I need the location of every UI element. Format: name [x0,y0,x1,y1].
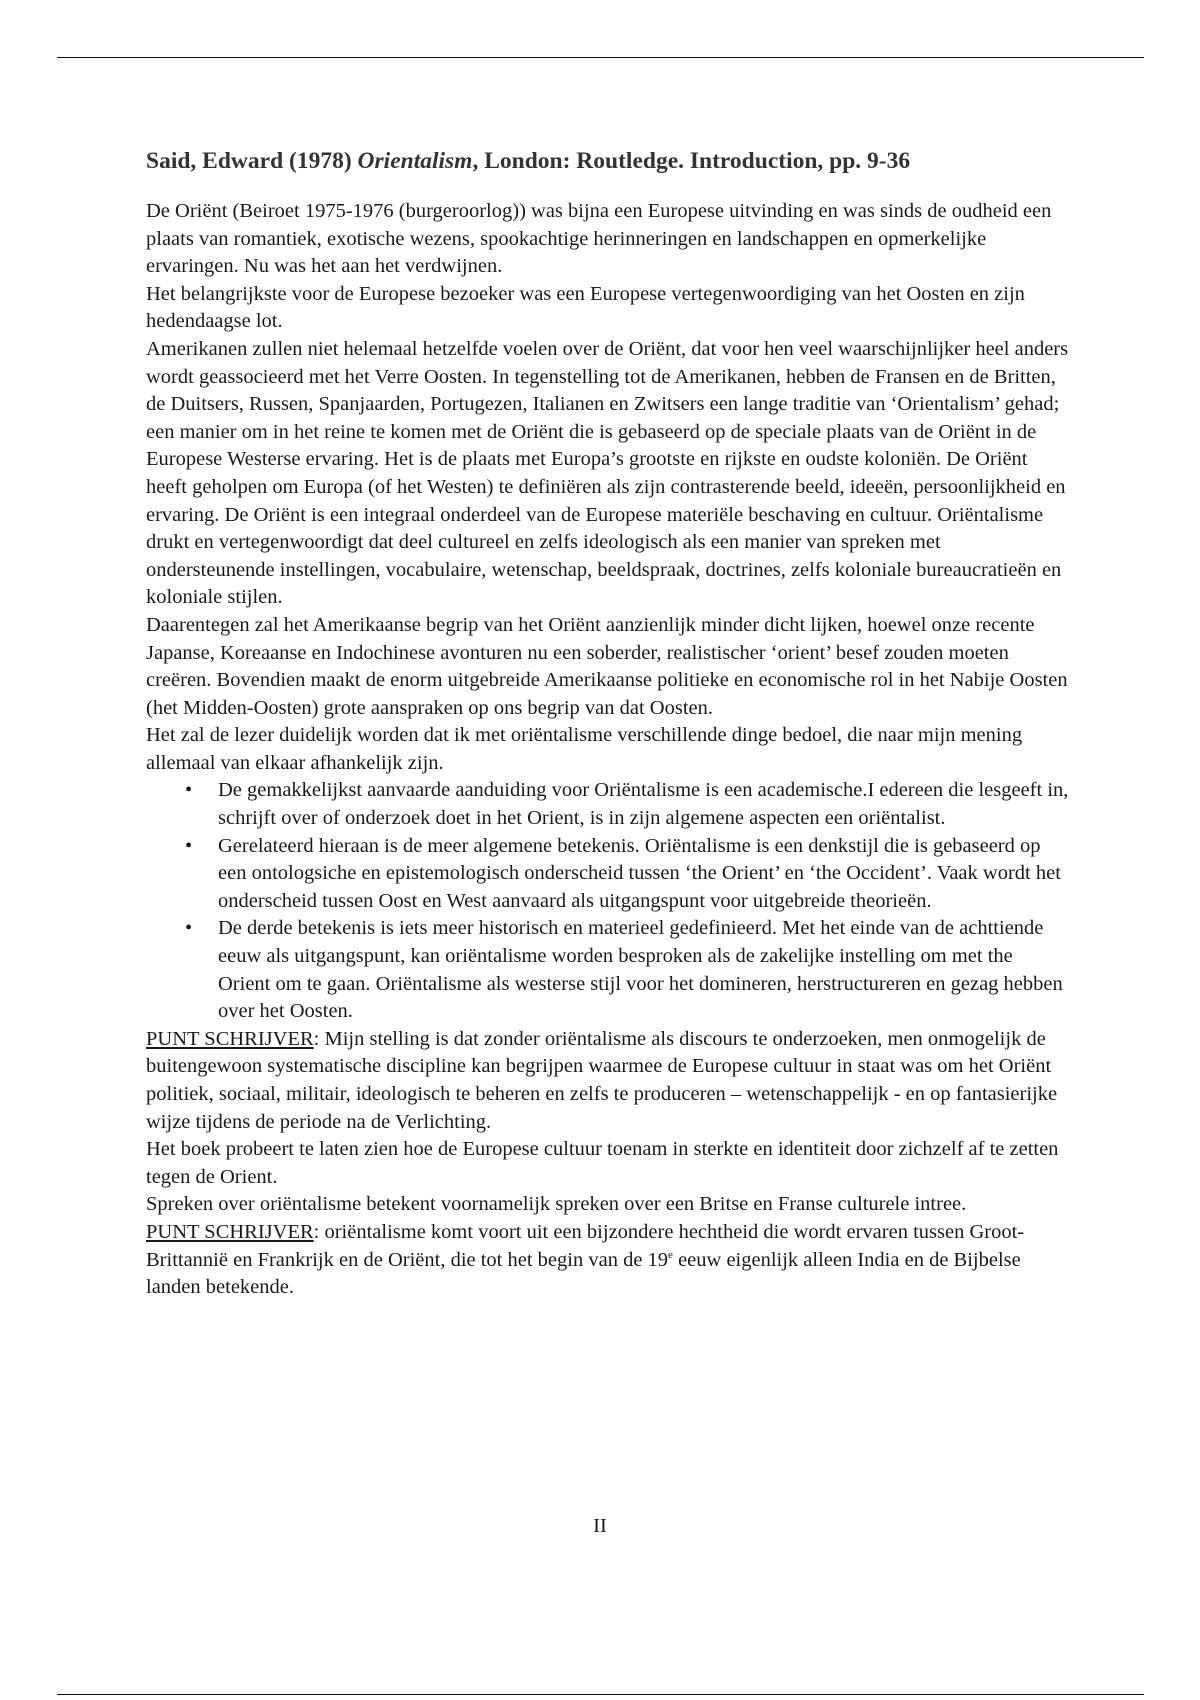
bullet-list [146,777,1070,1025]
paragraph-text: : oriëntalisme komt voort uit een bijzondere hechtheid die wordt ervaren tussen Groot-Brittannië en Frankrijk en de Oriënt, die tot het begin van de 19 [146,1220,1025,1271]
heading-title: Orientalism [357,148,473,174]
paragraph: Spreken over oriëntalisme betekent voornamelijk spreken over een Britse en Franse culturele intree. [146,1193,967,1216]
author-point-label: PUNT SCHRIJVER [146,1220,314,1243]
bottom-rule [57,1694,1144,1695]
heading-prefix: Said, Edward (1978) [146,148,358,174]
bullet-icon: • [185,779,193,802]
bullet-icon: • [185,917,193,940]
top-rule [57,57,1144,58]
paragraph: Het zal de lezer duidelijk worden dat ik met oriëntalisme verschillende dinge bedoel, die naar mijn mening allemaal van elkaar afhankelijk zijn. [146,724,1023,774]
author-point-label: PUNT SCHRIJVER [146,1027,314,1050]
superscript: e [668,1248,673,1261]
paragraph-text: eeuw eigenlijk alleen India en de Bijbelse landen betekende. [146,1248,1021,1299]
paragraph [146,1219,1070,1302]
list-item-text: De derde betekenis is iets meer historisch en materieel gedefinieerd. Met het einde van de achttiende eeuw als uitgangspunt, kan oriëntalisme worden besproken als de zakelijke instelling om met the Orient om te gaan. Oriëntalisme als westerse stijl voor het domineren, herstructureren en gezag hebben over het Oosten. [218,917,1063,1023]
list-item-text: De gemakkelijkst aanvaarde aanduiding voor Oriëntalisme is een academische.I edereen die lesgeeft in, schrijft over of onderzoek doet in het Orient, is in zijn algemene aspecten een oriëntalist. [218,779,1069,830]
bullet-icon: • [185,834,193,857]
paragraph: Amerikanen zullen niet helemaal hetzelfde voelen over de Oriënt, dat voor hen veel waarschijnlijker heel anders wordt geassocieerd met het Verre Oosten. In tegenstelling tot de Amerikanen, hebben de Fransen en de Britten, de Duitsers, Russen, Spanjaarden, Portugezen, Italianen en Zwitsers een lange traditie van ‘Orientalism’ gehad; een manier om in het reine te komen met de Oriënt die is gebaseerd op de speciale plaats van de Oriënt in de Europese Westerse ervaring. Het is de plaats met Europa’s grootste en rijkste en oudste koloniën. De Oriënt heeft geholpen om Europa (of het Westen) te definiëren als zijn contrasterende beeld, ideeën, persoonlijkheid en ervaring. De Oriënt is een integraal onderdeel van de Europese materiële beschaving en cultuur. Oriëntalisme drukt en vertegenwoordigt dat deel cultureel en zelfs ideologisch als een manier van spreken met ondersteunende instellingen, vocabulaire, wetenschap, beeldspraak, doctrines, zelfs koloniale bureaucratieën en koloniale stijlen. [146,337,1069,609]
list-item [185,833,1070,916]
document-body [146,144,1070,1302]
paragraph: Het boek probeert te laten zien hoe de Europese cultuur toenam in sterkte en identiteit door zichzelf af te zetten tegen de Orient. [146,1138,1059,1188]
list-item [185,777,1070,832]
page-number: II [593,1515,607,1537]
list-item-text: Gerelateerd hieraan is de meer algemene betekenis. Oriëntalisme is een denkstijl die is gebaseerd op een ontologsiche en epistemologisch onderscheid tussen ‘the Orient’ en ‘the Occident’. Vaak wordt het onderscheid tussen Oost en West aanvaard als uitgangspunt voor uitgebreide theorieën. [218,834,1061,912]
paragraph: De Oriënt (Beiroet 1975-1976 (burgeroorlog)) was bijna een Europese uitvinding en was sinds de oudheid een plaats van romantiek, exotische wezens, spookachtige herinneringen en landschappen en opmerkelijke ervaringen. Nu was het aan het verdwijnen. [146,200,1052,278]
paragraph: Het belangrijkste voor de Europese bezoeker was een Europese vertegenwoordiging van het Oosten en zijn hedendaagse lot. [146,282,1025,333]
paragraph [146,1026,1070,1136]
paragraph: Daarentegen zal het Amerikaanse begrip van het Oriënt aanzienlijk minder dicht lijken, hoewel onze recente Japanse, Koreaanse en Indochinese avonturen nu een soberder, realistischer ‘orient’ besef zouden moeten creëren. Bovendien maakt de enorm uitgebreide Amerikaanse politieke en economische rol in het Nabije Oosten (het Midden-Oosten) grote aanspraken op ons begrip van dat Oosten. [146,613,1068,719]
list-item [185,915,1070,1025]
document-heading [146,144,1070,178]
heading-suffix: , London: Routledge. Introduction, pp. 9-36 [472,148,911,174]
paragraph-text: : Mijn stelling is dat zonder oriëntalisme als discours te onderzoeken, men onmogelijk de buitengewoon systematische discipline kan begrijpen waarmee de Europese cultuur in staat was om het Oriënt politiek, sociaal, militair, ideologisch te beheren en zelfs te produceren – wetenschappelijk - en op fantasierijke wijze tijdens de periode na de Verlichting. [146,1027,1058,1133]
